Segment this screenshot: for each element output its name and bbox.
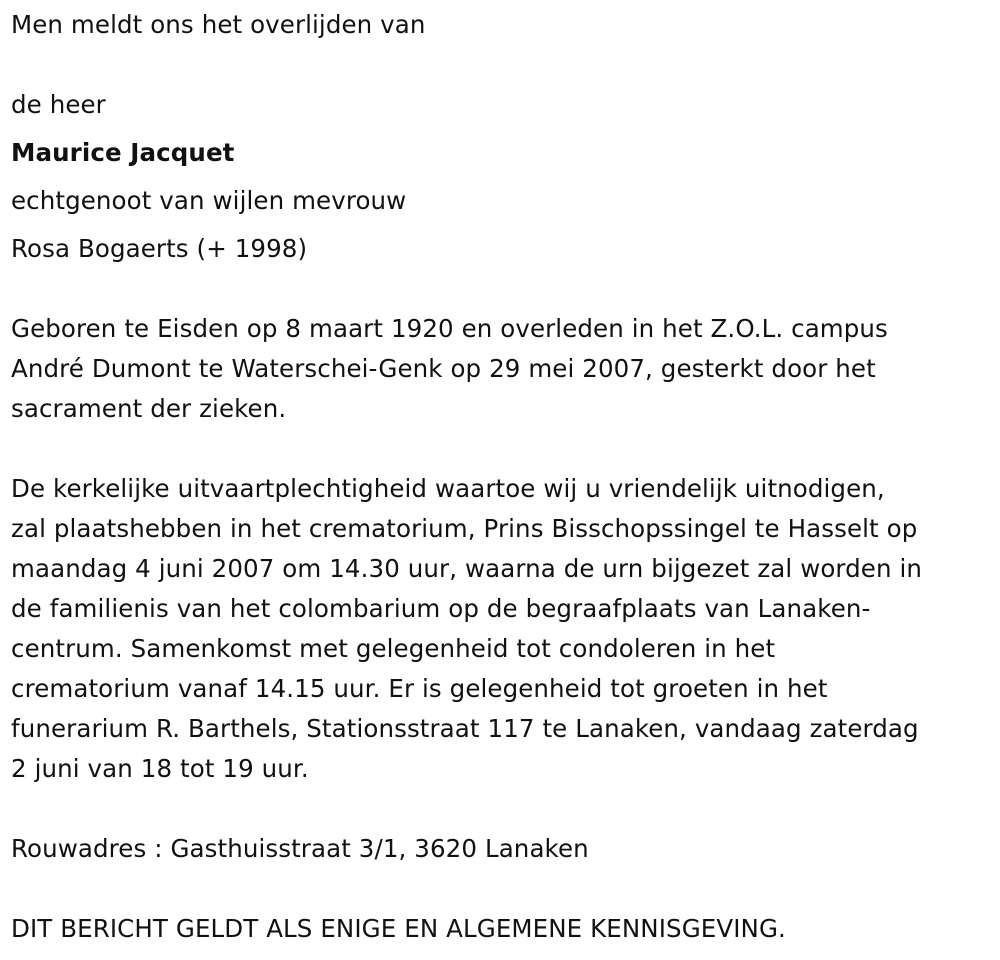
paragraph-line: centrum. Samenkomst met gelegenheid tot condoleren in het xyxy=(11,634,776,663)
relation-text: echtgenoot van wijlen mevrouw xyxy=(11,186,407,215)
closing-statement: DIT BERICHT GELDT ALS ENIGE EN ALGEMENE KENNISGEVING. xyxy=(11,914,786,943)
paragraph-line: De kerkelijke uitvaartplechtigheid waartoe wij u vriendelijk uitnodigen, xyxy=(11,474,885,503)
paragraph-line: funerarium R. Barthels, Stationsstraat 117 te Lanaken, vandaag zaterdag xyxy=(11,714,919,743)
mourning-address: Rouwadres : Gasthuisstraat 3/1, 3620 Lanaken xyxy=(11,834,589,863)
intro-text: Men meldt ons het overlijden van xyxy=(11,10,426,39)
paragraph-line: Geboren te Eisden op 8 maart 1920 en overleden in het Z.O.L. campus xyxy=(11,314,888,343)
paragraph-line: crematorium vanaf 14.15 uur. Er is gelegenheid tot groeten in het xyxy=(11,674,828,703)
paragraph-line: sacrament der zieken. xyxy=(11,394,287,423)
salutation-text: de heer xyxy=(11,90,106,119)
paragraph-line: 2 juni van 18 tot 19 uur. xyxy=(11,754,309,783)
paragraph-line: maandag 4 juni 2007 om 14.30 uur, waarna de urn bijgezet zal worden in xyxy=(11,554,923,583)
paragraph-line: André Dumont te Waterschei-Genk op 29 mei 2007, gesterkt door het xyxy=(11,354,876,383)
paragraph-line: zal plaatshebben in het crematorium, Prins Bisschopssingel te Hasselt op xyxy=(11,514,918,543)
spouse-text: Rosa Bogaerts (+ 1998) xyxy=(11,234,308,263)
deceased-name: Maurice Jacquet xyxy=(11,138,235,167)
paragraph-line: de familienis van het colombarium op de begraafplaats van Lanaken- xyxy=(11,594,871,623)
